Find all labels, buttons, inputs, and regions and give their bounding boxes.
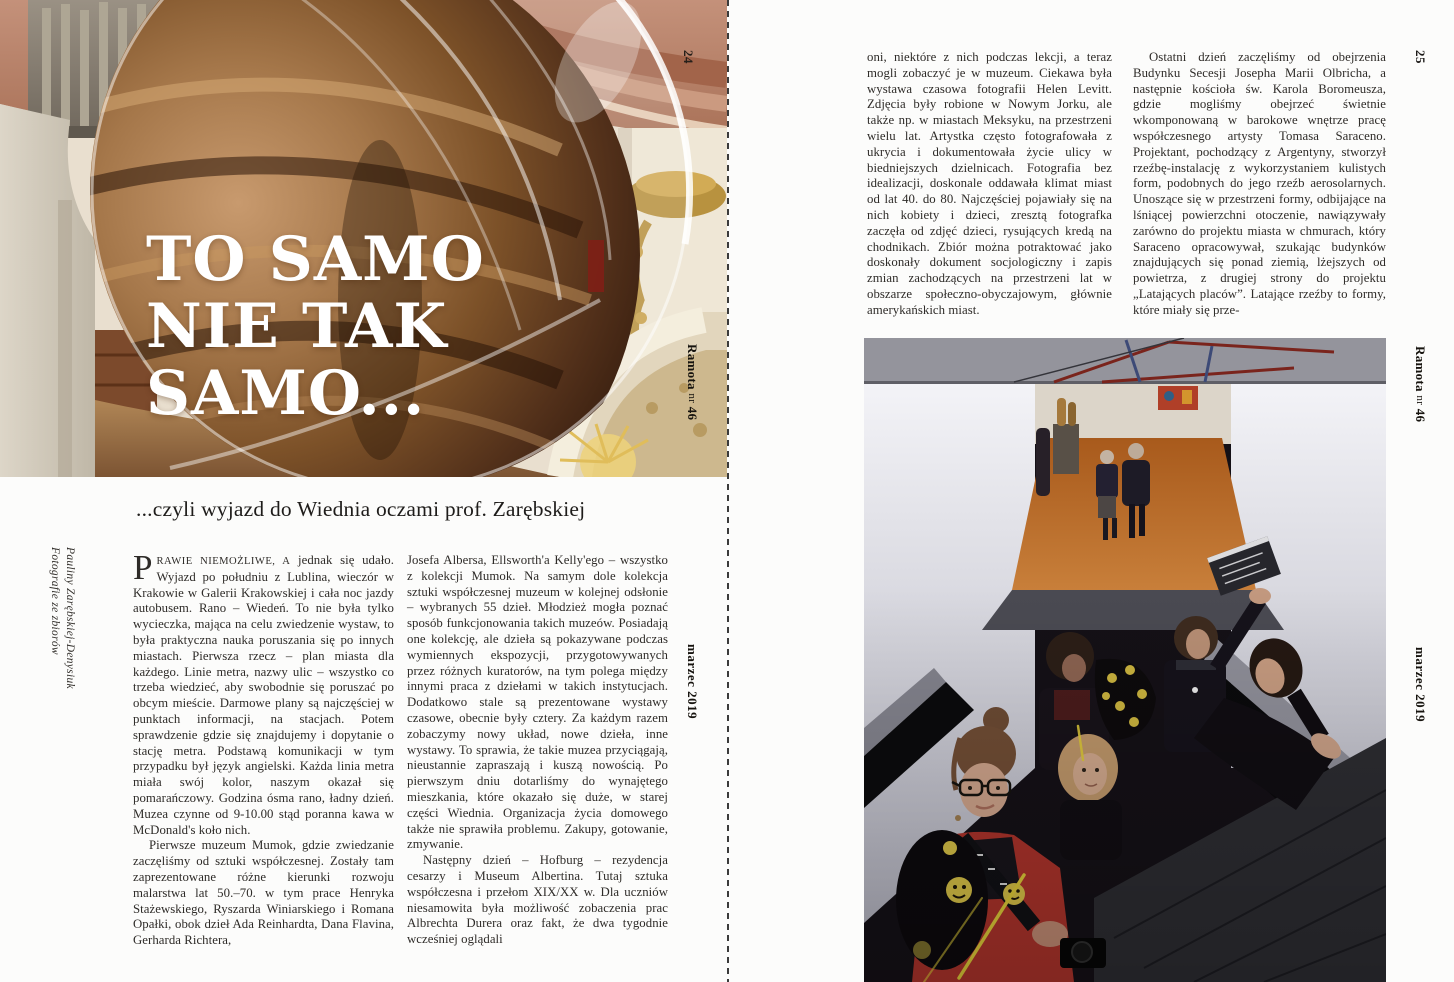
brand-issue: 46 [685, 406, 700, 421]
painting [1158, 386, 1198, 410]
brand-word: Ramota [685, 344, 700, 390]
right-page-column-1 [867, 50, 1112, 319]
photo-credit [47, 547, 77, 757]
lead-small-caps: RAWIE NIEMOŻLIWE, A [156, 556, 291, 567]
brand-issue: 46 [1413, 408, 1428, 423]
issue-date-label-right: marzec 2019 [1413, 647, 1428, 723]
photo-credit-line-2: Pauliny Zarębskiej-Denysiuk [64, 547, 76, 689]
left-page-column-1 [133, 548, 395, 949]
magazine-name-label [684, 344, 700, 420]
paragraph-5: Ostatni dzień zaczęliśmy od obejrzenia Budynku Secesji Josepha Marii Olbricha, a następnie kościoła św. Karola Boromeusza, gdzie mogliśmy obejrzeć świetnie wkomponowaną w barokowe wnętrze pracę współczesnego artysty Tomasa Saraceno. Projektant, pochodzący z Argentyny, stworzył rzeźbę-instalację z wykorzystaniem kulistych form, podobnych do jego rzeźb aerosolarnych. Unoszące się w przestrzeni formy, odbijające na lśniącej powierzchni otoczenie, nawiązywały zarówno do projektu miasta w chmurach, który Saraceno opracowywał, szukając budynków znajdujących się ponad ziemią, lżejszych od powietrza, z drugiej strony do projektu „Latających placów”. Latające rzeźby to formy, które miały się prze- [1133, 50, 1386, 317]
brand-word: Ramota [1413, 346, 1428, 392]
title-line-3: SAMO... [146, 358, 426, 429]
left-page-column-2 [407, 553, 668, 948]
paragraph-3: Następny dzień – Hofburg – rezydencja cesarzy i Museum Albertina. Tutaj sztuka współczesna i przełom XIX/XX w. Dla uczniów niesamowita była możliwość zobaczenia prac Albrechta Durera oraz fakt, że dwa tygodnie wcześniej oglądali [407, 853, 668, 947]
page-number-25: 25 [1413, 50, 1428, 64]
issue-date-label: marzec 2019 [685, 644, 700, 720]
title-line-1: TO SAMO [146, 224, 485, 295]
photo-credit-line-1: Fotografie ze zbiorów [49, 547, 61, 655]
paragraph-1 [133, 548, 395, 838]
magazine-name-label-right [1412, 346, 1428, 422]
page-number-24: 24 [681, 50, 696, 64]
paragraph-2-start: Pierwsze muzeum Mumok, gdzie zwiedzanie zaczęliśmy od sztuki współczesnej. Zostały tam zaprezentowane różne kierunki rozwoju malarstwa lat 50.–70. w tym prace Henryka Stażewskiego, Ryszarda Winiarskiego i Romana Opałki, obok dzieł Ada Reinhardta, Dana Flavina, Gerharda Richtera, [133, 838, 394, 948]
drop-cap: P [133, 548, 153, 587]
page-trim-line [727, 0, 729, 982]
paragraph-2-end: Josefa Albersa, Ellsworth'a Kelly'ego – wszystko z kolekcji Mumok. Na samym dole kolekcja sztuki współczesnej muzeum w kolejnej odsłonie – wybranych 55 dzieł. Młodzież mogła poznać sposób funkcjonowania takich muzeów. Posiadają one kolekcję, ale dzieła są pokazywane podczas wymiennych ekspozycji, przygotowywanych przez różnych kuratorów, na tym polega między innymi praca z dziełami w takich instytucjach. Dodatkowo stale są prezentowane wystawy czasowe, obecnie były cztery. Za każdym razem zobaczymy nowy układ, nowe dzieła, inne wystawy. To sprawia, że takie muzea przyciągają, nieustannie zapraszają i kuszą nowością. Po pierwszym dniu dotarliśmy do wynajętego mieszkania, które okazało się duże, w starej części Wiednia. Organizacja życia domowego także nie sprawiła problemu. Zakupy, gotowanie, zmywanie. [407, 553, 668, 852]
gallery-ceiling [864, 338, 1386, 384]
paragraph-1-text: jednak się udało. Wyjazd po południu z Lublina, wieczór w Krakowie w Galerii Krakowskiej i cała noc jazdy autobusem. Rano – Wiedeń. To nie była tylko wycieczka, mająca na celu zwiedzenie wystaw, to była praktyczna nauka poruszania się po innych miastach. Pierwsza rzecz – plan miasta dla każdego. Linie metra, nazwy ulic – wszystko co trzeba wiedzieć, aby swobodnie się poruszać po obcym mieście. Darmowe plany są najczęściej w punktach informacji, na stacjach. Potem sprawdzenie gdzie się znajdujemy i dopytanie o stację metra. Podstawą komunikacji w tym przypadku był język angielski. Każda linia metra miała swój kolor, naszym okazał się pomarańczowy. Godzina ósma rano, ładny dzień. Muzea czynne od 9-10.00 stąd poranna kawa w McDonald's koło nich. [133, 553, 395, 837]
title-line-2: NIE TAK [146, 291, 448, 362]
right-page-column-2 [1133, 50, 1386, 319]
article-title [146, 226, 485, 427]
museum-escalator-photo [864, 338, 1386, 982]
article-subtitle: ...czyli wyjazd do Wiednia oczami prof. Zarębskiej [136, 497, 586, 521]
brand-nr-label: nr [1414, 395, 1426, 406]
red-banner [588, 240, 604, 292]
brand-nr-label: nr [686, 393, 698, 404]
paragraph-4: oni, niektóre z nich podczas lekcji, a teraz mogli zobaczyć je w muzeum. Ciekawa była wystawa czasowa fotografii Helen Levitt. Zdjęcia były robione w Nowym Jorku, ale także np. w miastach Meksyku, na przestrzeni wielu lat. Artystka często fotografowała z ukrycia i dokumentowała życie ulicy w biedniejszych dzielnicach. Fotografia bez idealizacji, doskonale oddawała klimat miast od lat 40. do 80. Najczęściej pojawiały się na nich kobiety i dzieci, zresztą fotografka zaczęła od zdjęć dzieci, rysujących kredą na chodnikach. Zbiór można potraktować jako doskonały dokument socjologiczny i zapis zmian zachodzących na przestrzeni lat w obszarze społeczno-obyczajowym, głównie amerykańskich miast. [867, 50, 1112, 317]
